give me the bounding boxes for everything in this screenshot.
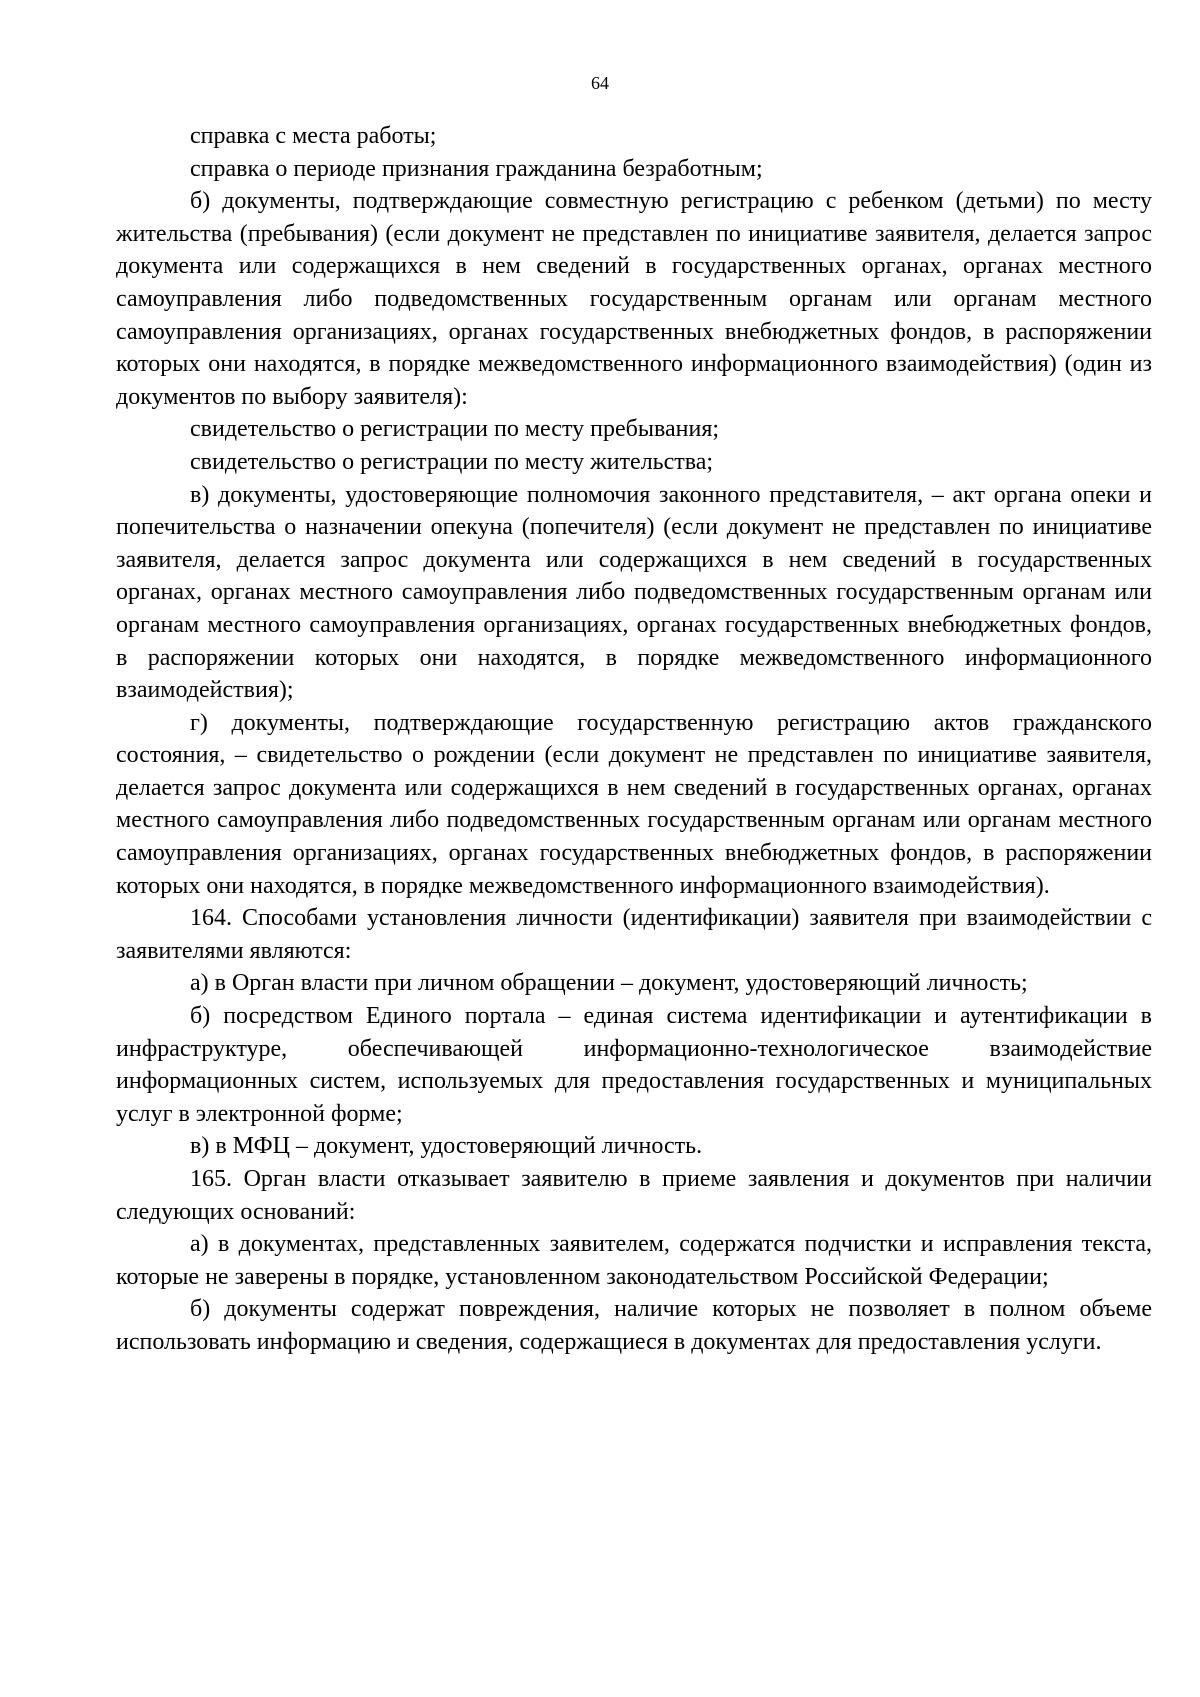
- paragraph-item-v-legal-representative: в) документы, удостоверяющие полномочия законного представителя, – акт органа опеки и попечительства о назначении опекуна (попечителя) (если документ не представлен по инициативе заявителя, делается запрос документа или содержащихся в нем сведений в государственных органах, органах местного самоуправления либо подведомственных государственным органам или органам местного самоуправления организациях, органах государственных внебюджетных фондов, в распоряжении которых они находятся, в порядке межведомственного информационного взаимодействия);: [116, 481, 1152, 704]
- paragraph-item-b-joint-registration: б) документы, подтверждающие совместную регистрацию с ребенком (детьми) по месту жительства (пребывания) (если документ не представлен по инициативе заявителя, делается запрос документа или содержащихся в нем сведений в государственных органах, органах местного самоуправления либо подведомственных государственным органам или органам местного самоуправления организациях, органах государственных внебюджетных фондов, в распоряжении которых они находятся, в порядке межведомственного информационного взаимодействия) (один из документов по выбору заявителя):: [116, 188, 1152, 410]
- paragraph-work-certificate: справка с места работы;: [190, 123, 437, 149]
- paragraph-165-refusal: 165. Орган власти отказывает заявителю в приеме заявления и документов при наличии следующих оснований:: [116, 1166, 1152, 1225]
- paragraph-164-b: б) посредством Единого портала – единая система идентификации и аутентификации в инфраструктуре, обеспечивающей информационно-технологическое взаимодействие информационных систем, используемых для предоставления государственных и муниципальных услуг в электронной форме;: [116, 1003, 1152, 1127]
- paragraph-165-b: б) документы содержат повреждения, наличие которых не позволяет в полном объеме использовать информацию и сведения, содержащиеся в документах для предоставления услуги.: [116, 1296, 1152, 1355]
- paragraph-residence-registration: свидетельство о регистрации по месту жительства;: [190, 448, 714, 475]
- paragraph-164-v: в) в МФЦ – документ, удостоверяющий личность.: [190, 1133, 703, 1160]
- paragraph-164-a: а) в Орган власти при личном обращении – документ, удостоверяющий личность;: [190, 970, 1028, 997]
- paragraph-165-a: а) в документах, представленных заявителем, содержатся подчистки и исправления текста, которые не заверены в порядке, установленном законодательством Российской Федерации;: [116, 1231, 1152, 1290]
- paragraph-stay-registration: свидетельство о регистрации по месту пребывания;: [190, 416, 720, 443]
- paragraph-164-identification: 164. Способами установления личности (идентификации) заявителя при взаимодействии с заявителями являются:: [116, 905, 1152, 964]
- paragraph-item-g-civil-status: г) документы, подтверждающие государственную регистрацию актов гражданского состояния, – свидетельство о рождении (если документ не представлен по инициативе заявителя, делается запрос документа или содержащихся в нем сведений в государственных органах, органах местного самоуправления либо подведомственных государственным органам или органам местного самоуправления организациях, органах государственных внебюджетных фондов, в распоряжении которых они находятся, в порядке межведомственного информационного взаимодействия).: [116, 709, 1152, 899]
- document-body: [116, 120, 1152, 1359]
- page-number: 64: [591, 73, 609, 93]
- paragraph-unemployment-certificate: справка о периоде признания гражданина безработным;: [190, 155, 763, 182]
